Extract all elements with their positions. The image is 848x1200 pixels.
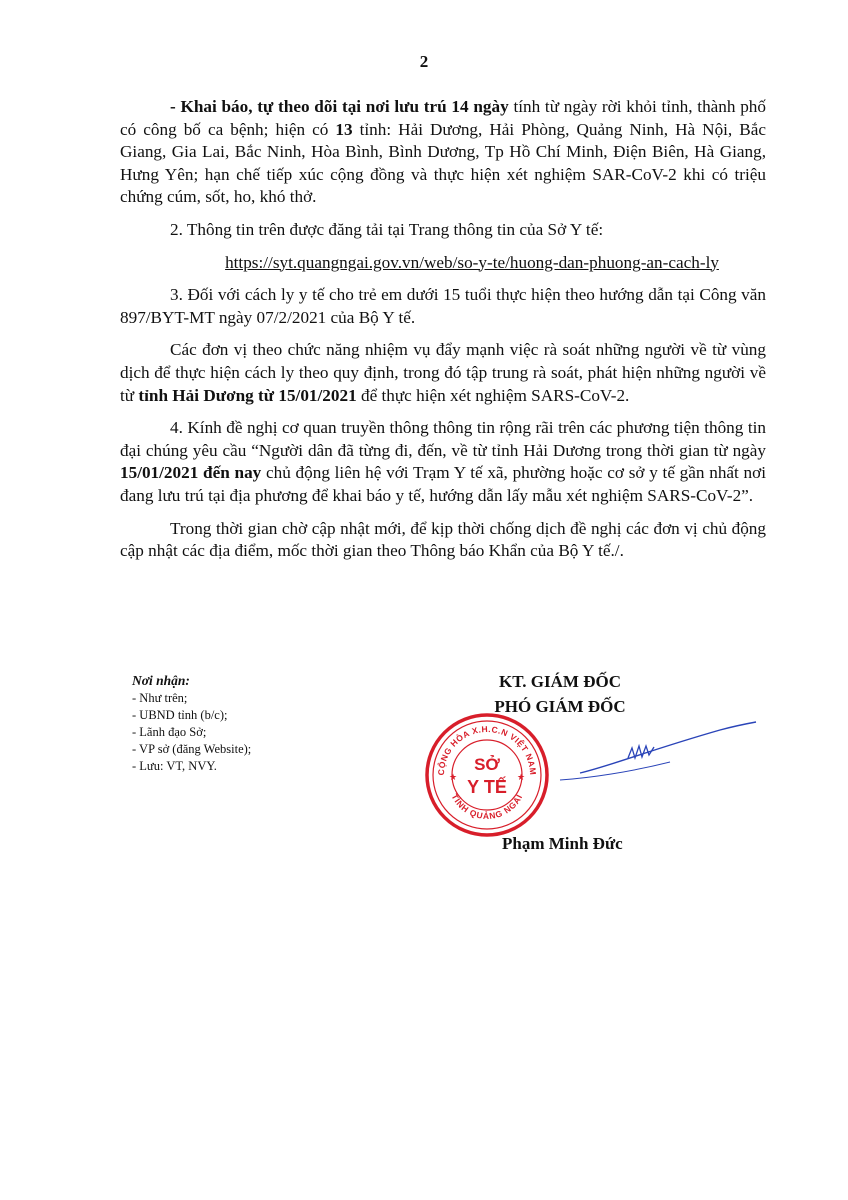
recipient-item: - Như trên; [132, 691, 188, 705]
recipient-item: - Lãnh đạo Sở; [132, 725, 207, 739]
recipient-item: - UBND tỉnh (b/c); [132, 708, 228, 722]
bold-date-range: 15/01/2021 đến nay [120, 463, 262, 483]
page-number: 2 [419, 52, 429, 71]
paragraph-units-review [120, 339, 766, 407]
recipient-item: - VP sở (đăng Website); [132, 742, 252, 756]
bold-province-count: 13 [335, 119, 353, 139]
stamp-star-icon: ★ [516, 772, 526, 782]
recipient-item: - Lưu: VT, NVY. [132, 759, 217, 773]
paragraph-media-request [120, 417, 766, 507]
bold-hai-duong-date: tỉnh Hải Dương từ 15/01/2021 [138, 385, 357, 405]
paragraph-info-posted: 2. Thông tin trên được đăng tải tại Trang thông tin của Sở Y tế: [170, 219, 604, 239]
document-body [120, 96, 766, 573]
signature-title-line2: PHÓ GIÁM ĐỐC [494, 697, 626, 716]
stamp-outer-text-top: CỘNG HÒA X.H.C.N VIỆT NAM [435, 723, 539, 776]
url-line [178, 252, 766, 275]
paragraph-self-declaration [120, 96, 766, 209]
paragraph-text: Các đơn vị theo chức năng nhiệm vụ đẩy mạnh việc rà soát những người về từ vùng dịch để thực hiện cách ly theo quy định, trong đó tập trung rà soát, phát hiện những người về từ [120, 340, 766, 405]
stamp-center-line1: SỞ [474, 755, 500, 774]
paragraph-text: 4. Kính đề nghị cơ quan truyền thông thông tin rộng rãi trên các phương tiện thông tin đại chúng yêu cầu “Người dân đã từng đi, đến, về từ tỉnh Hải Dương trong thời gian từ ngày [120, 418, 766, 460]
paragraph-text: tỉnh: Hải Dương, Hải Phòng, Quảng Ninh, Hà Nội, Bắc Giang, Gia Lai, Bắc Ninh, Hòa Bình, Bình Dương, Tp Hồ Chí Minh, Điện Biên, Hà Giang, Hưng Yên; hạn chế tiếp xúc cộng đồng và thực hiện xét nghiệm SAR-CoV-2 khi có triệu chứng cúm, sốt, ho, khó thở. [120, 119, 766, 207]
signature-title-line1: KT. GIÁM ĐỐC [499, 672, 621, 691]
stamp-center-line2: Y TẾ [467, 777, 507, 797]
recipients-block [132, 672, 412, 775]
bold-phrase-self-declaration: - Khai báo, tự theo dõi tại nơi lưu trú 14 ngày [170, 97, 509, 116]
recipients-title: Nơi nhận: [132, 673, 190, 688]
paragraph-text: chủ động liên hệ với Trạm Y tế xã, phường hoặc cơ sở y tế gần nhất nơi đang lưu trú tại địa phương để khai báo y tế, hướng dẫn lấy mẫu xét nghiệm SARS-CoV-2”. [120, 463, 767, 505]
official-red-stamp [422, 710, 552, 840]
stamp-outer-text-bottom: TỈNH QUẢNG NGÃI [449, 792, 525, 822]
paragraph-closing: Trong thời gian chờ cập nhật mới, để kịp thời chống dịch đề nghị các đơn vị chủ động cập nhật các địa điểm, mốc thời gian theo Thông báo Khẩn của Bộ Y tế./. [120, 518, 766, 561]
paragraph-children-isolation: 3. Đối với cách ly y tế cho trẻ em dưới 15 tuổi thực hiện theo hướng dẫn tại Công văn 897/BYT-MT ngày 07/2/2021 của Bộ Y tế. [120, 285, 766, 327]
stamp-star-icon: ★ [448, 772, 458, 782]
paragraph-text: tính từ ngày rời khỏi tỉnh, thành phố có công bố ca bệnh; hiện có [120, 97, 766, 139]
paragraph-text: để thực hiện xét nghiệm SARS-CoV-2. [356, 385, 630, 405]
handwritten-signature [520, 718, 760, 788]
signer-name: Phạm Minh Đức [502, 834, 623, 853]
website-link[interactable]: https://syt.quangngai.gov.vn/web/so-y-te/huong-dan-phuong-an-cach-ly [225, 252, 719, 272]
